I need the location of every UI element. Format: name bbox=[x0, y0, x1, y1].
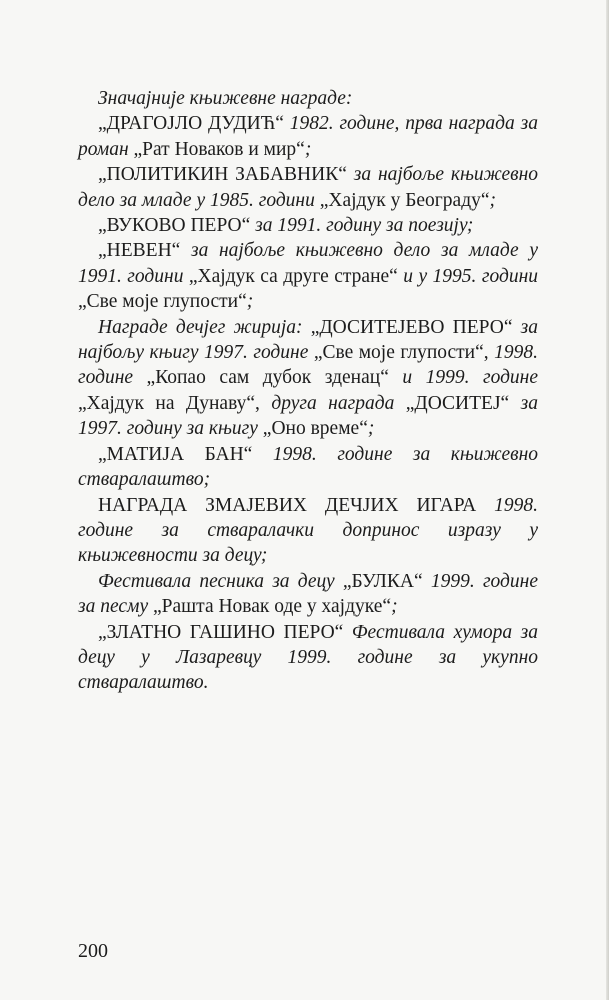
award-entry bbox=[78, 620, 538, 696]
award-text-run: „БУЛКА“ bbox=[342, 570, 431, 592]
award-text-run: „Све моје глупости“ bbox=[78, 291, 247, 313]
award-text-run: Фестивала хумора за децу у Лазаревцу 1999. године за укупно стваралаштво. bbox=[78, 621, 538, 694]
award-text-run: „Рашта Новак оде у хајдуке“ bbox=[153, 596, 392, 618]
award-text-run: ; bbox=[304, 138, 312, 160]
award-text-run: ; bbox=[367, 418, 375, 440]
award-text-run: 1998. године bbox=[78, 342, 538, 389]
award-text-run: „ЗЛАТНО ГАШИНО ПЕРО“ bbox=[98, 621, 352, 643]
award-text-run: Награде дечјег жирија: bbox=[98, 316, 311, 338]
award-entry bbox=[78, 238, 538, 314]
award-text-run: 1998. године за стваралачки допринос изразу у књижевности за децу; bbox=[78, 494, 538, 567]
awards-heading: Значајније књижевне награде: bbox=[98, 88, 353, 109]
award-text-run: 1982. године, прва награда за роман bbox=[78, 113, 538, 160]
award-text-run: ; bbox=[489, 189, 497, 211]
award-text-run: за најбољу књигу 1997. године bbox=[78, 316, 538, 364]
award-text-run: „Хајдук са друге стране“ bbox=[188, 265, 404, 287]
award-text-run: ; bbox=[246, 291, 254, 313]
award-text-run: за најбоље књижевно дело за младе у 1991. години bbox=[78, 240, 538, 287]
awards-text-block bbox=[78, 86, 538, 696]
awards-list bbox=[78, 111, 538, 695]
award-text-run: „ВУКОВО ПЕРО“ bbox=[98, 215, 256, 237]
award-text-run: „Рат Новаков и мир“ bbox=[133, 138, 305, 160]
award-text-run: за 1991. годину за поезију; bbox=[255, 215, 474, 237]
award-text-run: „Копао сам дубок зденац“ bbox=[146, 367, 403, 389]
award-text-run: ; bbox=[391, 596, 398, 618]
award-entry bbox=[78, 162, 538, 213]
award-entry bbox=[78, 315, 538, 442]
award-text-run: „Хајдук у Београду“ bbox=[319, 189, 490, 211]
award-text-run: „ДОСИТЕЈЕВО ПЕРО“ bbox=[310, 316, 521, 338]
page-number: 200 bbox=[78, 940, 108, 962]
award-text-run: и 1999. године bbox=[402, 367, 539, 389]
award-entry bbox=[78, 442, 538, 493]
award-text-run: друга награда bbox=[271, 392, 406, 414]
award-text-run: „Хајдук на Дунаву“, bbox=[78, 392, 272, 414]
award-entry bbox=[78, 493, 538, 569]
award-text-run: „Све моје глупости“, bbox=[313, 342, 495, 364]
award-text-run: Фестивала песника за децу bbox=[98, 570, 343, 592]
award-text-run: за 1997. годину за књигу bbox=[78, 392, 539, 440]
award-entry bbox=[78, 111, 538, 162]
award-entry bbox=[78, 569, 538, 620]
award-text-run: „ПОЛИТИКИН ЗАБАВНИК“ bbox=[98, 164, 354, 186]
award-text-run: „МАТИЈА БАН“ bbox=[98, 443, 273, 465]
award-text-run: и у 1995. години bbox=[403, 265, 538, 287]
award-text-run: 1998. године за књижевно стваралаштво; bbox=[78, 443, 538, 491]
award-text-run: „Оно време“ bbox=[262, 418, 368, 440]
award-entry bbox=[78, 213, 538, 238]
award-text-run: „ДРАГОЈЛО ДУДИЋ“ bbox=[98, 113, 290, 135]
award-text-run: „НЕВЕН“ bbox=[98, 240, 191, 262]
award-text-run: за најбоље књижевно дело за младе у 1985. години bbox=[78, 164, 539, 211]
award-text-run: „ДОСИТЕЈ“ bbox=[405, 392, 521, 414]
award-text-run: 1999. године за песму bbox=[78, 570, 538, 618]
award-text-run: НАГРАДА ЗМАЈЕВИХ ДЕЧЈИХ ИГАРА bbox=[98, 494, 495, 516]
